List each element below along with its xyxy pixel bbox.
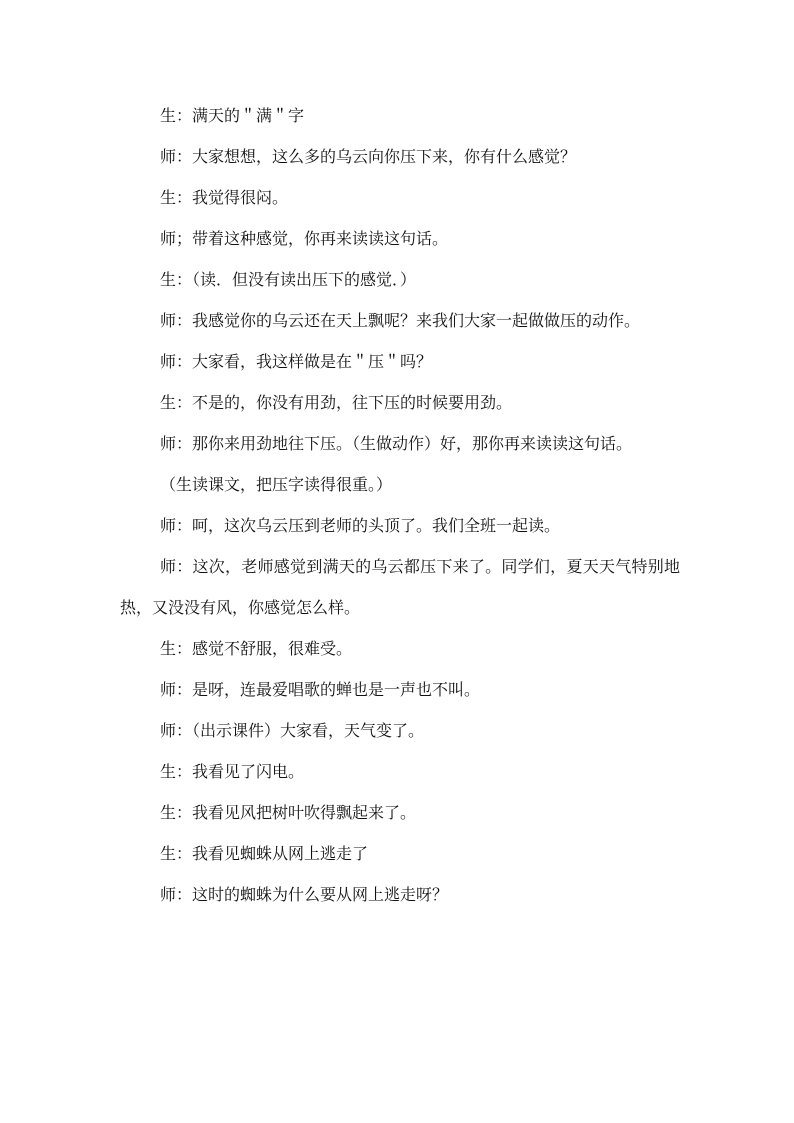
paragraph-4: 师；带着这种感觉，你再来读读这句话。 (160, 229, 449, 248)
paragraph-6: 师：我感觉你的乌云还在天上飘呢？来我们大家一起做做压的动作。 (160, 311, 641, 330)
paragraph-15: 师：（出示课件）大家看，天气变了。 (160, 721, 425, 740)
paragraph-10: （生读课文，把压字读得很重。） (160, 475, 393, 494)
paragraph-13: 生：感觉不舒服，很难受。 (160, 639, 353, 658)
paragraph-11: 师：呵，这次乌云压到老师的头顶了。我们全班一起读。 (160, 516, 561, 535)
paragraph-3: 生：我觉得很闷。 (160, 188, 289, 207)
document-body (120, 95, 680, 915)
paragraph-12: 师：这次，老师感觉到满天的乌云都压下来了。同学们，夏天天气特别地热，又没没有风，你感觉怎么样。 (120, 557, 680, 617)
paragraph-1: 生：满天的＂满＂字 (160, 106, 305, 125)
paragraph-19: 师：这时的蜘蛛为什么要从网上逃走呀？ (160, 885, 449, 904)
paragraph-8: 生：不是的，你没有用劲，往下压的时候要用劲。 (160, 393, 513, 412)
paragraph-9: 师：那你来用劲地往下压。（生做动作）好，那你再来读读这句话。 (160, 434, 633, 453)
paragraph-18: 生：我看见蜘蛛从网上逃走了 (160, 844, 369, 863)
paragraph-2: 师：大家想想，这么多的乌云向你压下来，你有什么感觉？ (160, 147, 577, 166)
paragraph-7: 师：大家看，我这样做是在＂压＂吗？ (160, 352, 433, 371)
paragraph-17: 生：我看见风把树叶吹得飘起来了。 (160, 803, 417, 822)
paragraph-14: 师：是呀，连最爱唱歌的蝉也是一声也不叫。 (160, 680, 481, 699)
paragraph-16: 生：我看见了闪电。 (160, 762, 305, 781)
paragraph-5: 生：（读．但没有读出压下的感觉．） (160, 270, 417, 289)
